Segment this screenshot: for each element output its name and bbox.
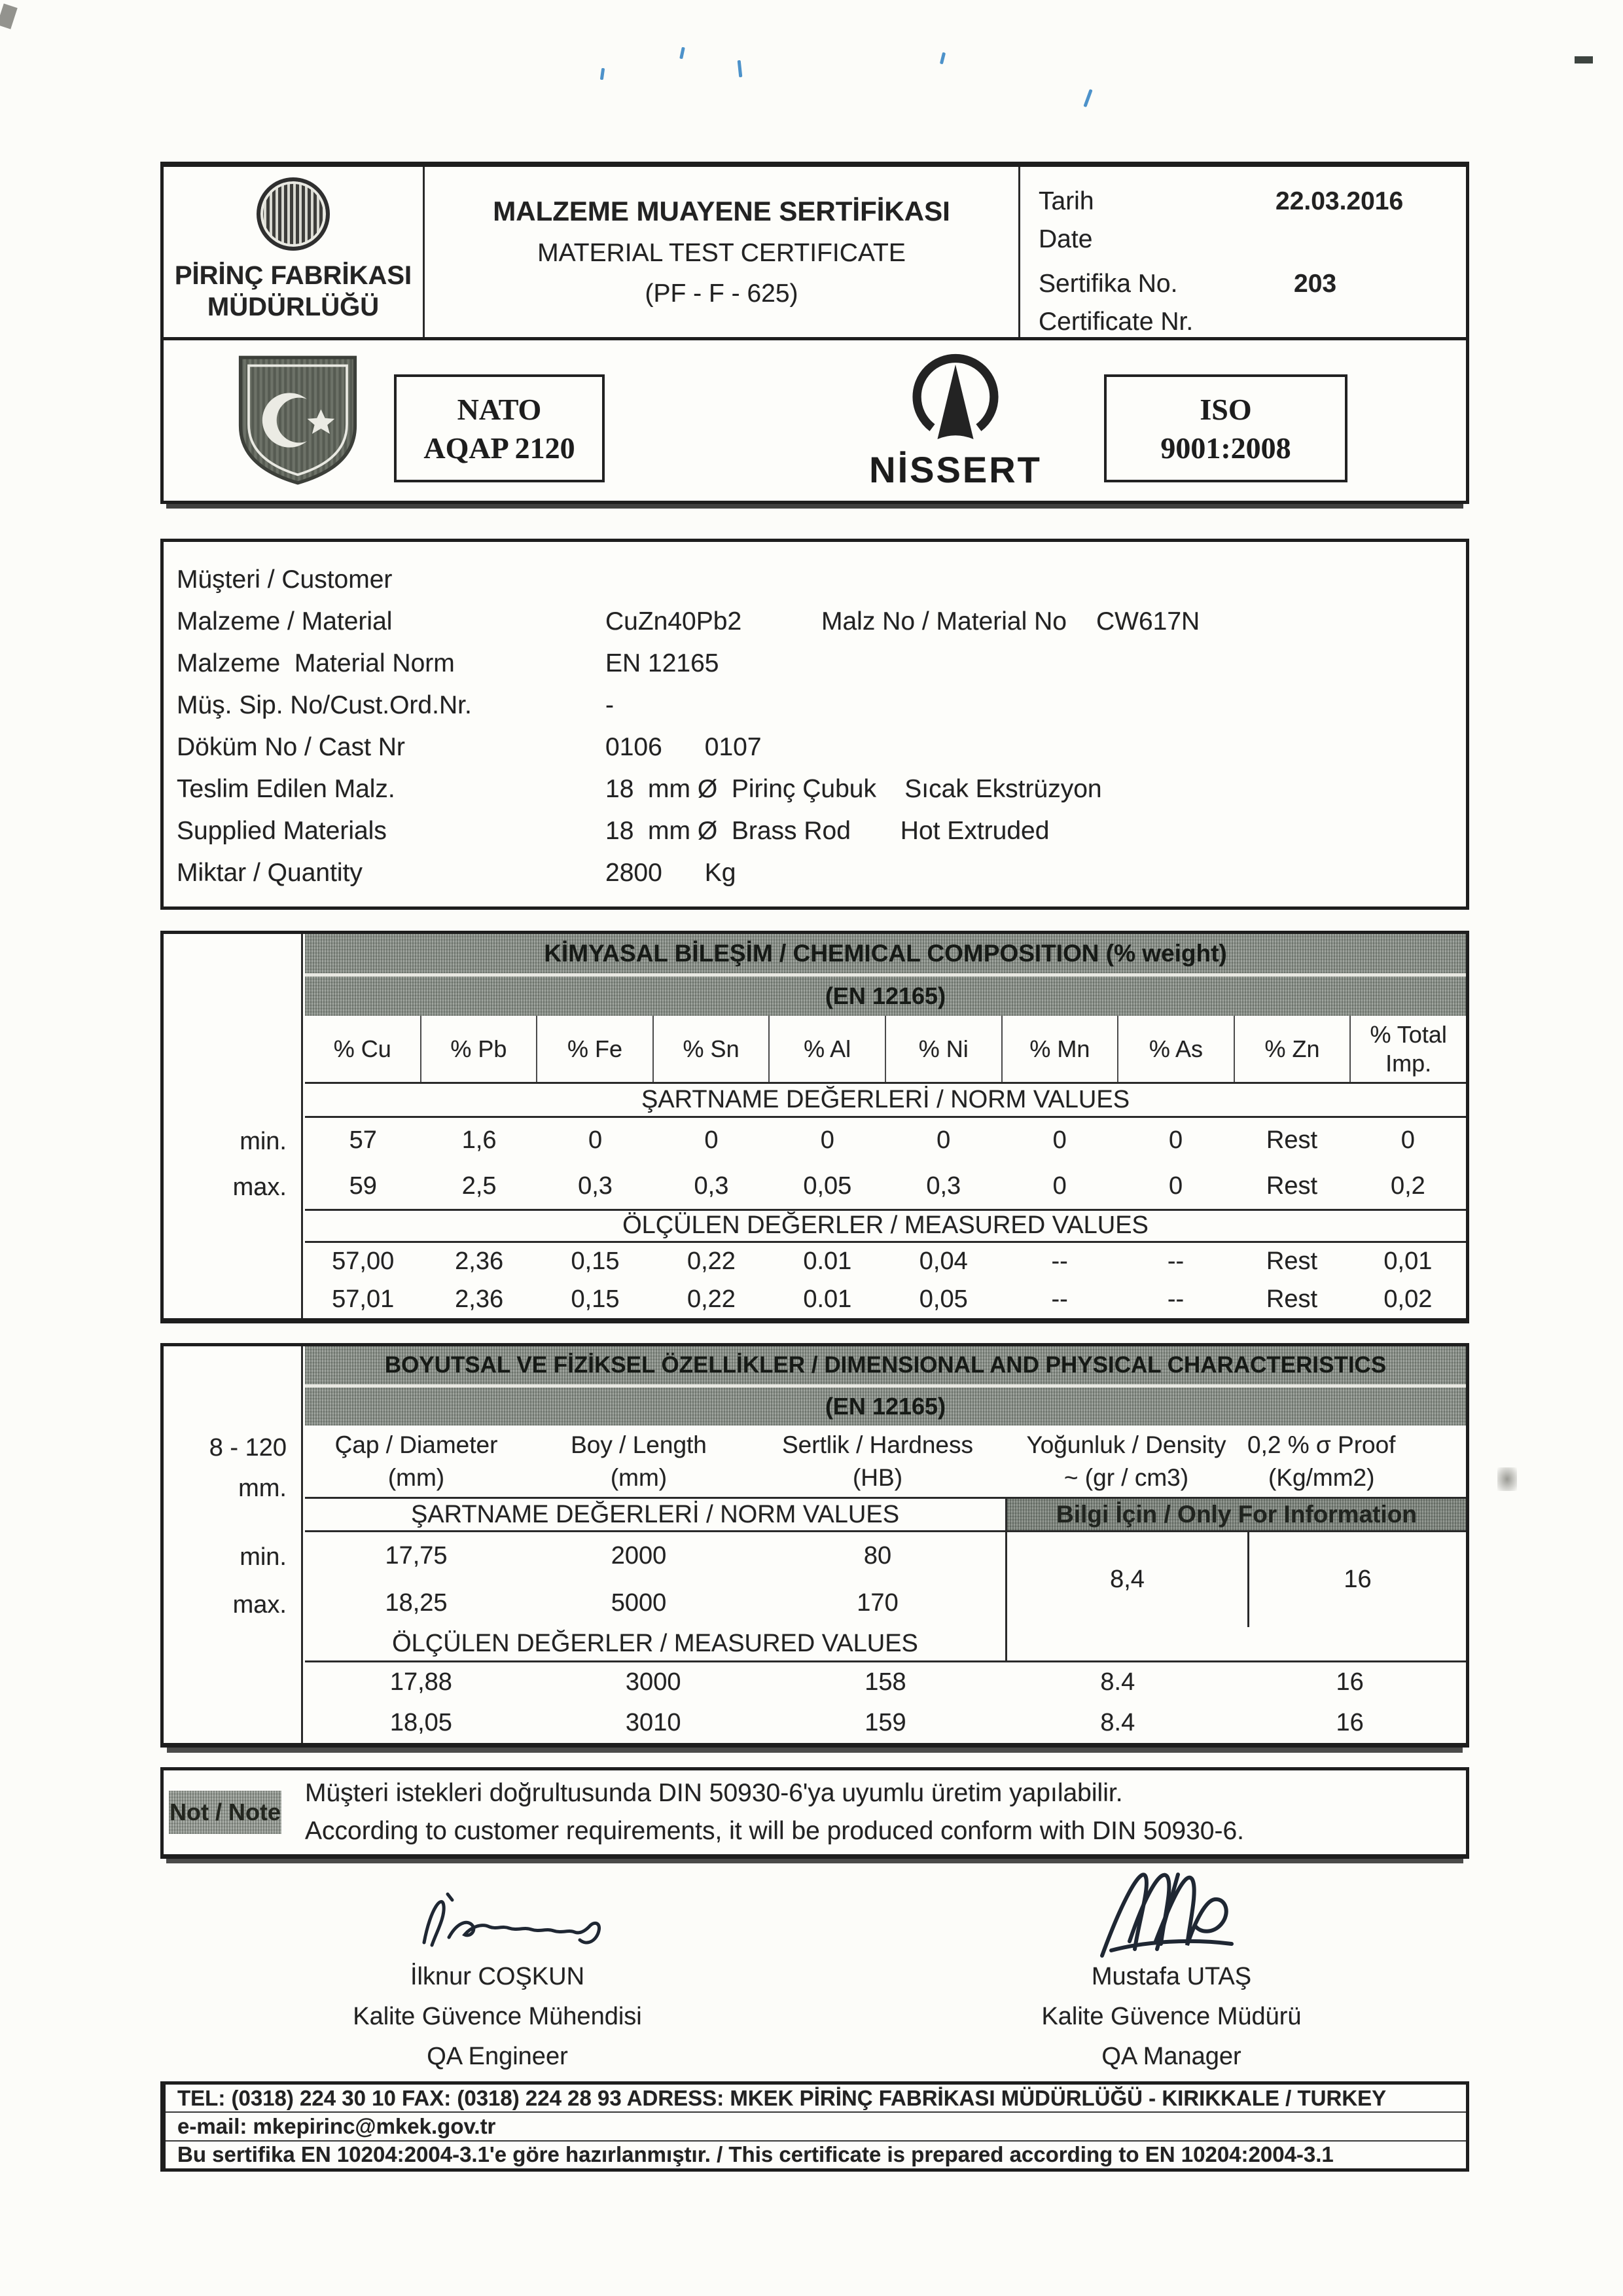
dimensional-table [160, 1343, 1469, 1748]
chem-measured-value: 0.01 [803, 1247, 852, 1275]
chem-col-header: % Mn [1001, 1016, 1118, 1081]
dim-norm-proof: 16 [1247, 1532, 1466, 1627]
chem-measured-value: 0,22 [687, 1247, 736, 1275]
dim-max-hardness: 170 [857, 1589, 899, 1617]
signer-name: Mustafa UTAŞ [1091, 1963, 1252, 1990]
chem-max-value: 0,3 [578, 1172, 613, 1200]
dim-measured-value: 8.4 [1100, 1668, 1135, 1696]
signer-name: İlknur COŞKUN [410, 1963, 585, 1990]
dim-col-name: Yoğunluk / Density [1026, 1431, 1226, 1458]
scan-artifact [738, 60, 743, 77]
header [160, 162, 1469, 340]
chem-max-row [305, 1163, 1466, 1209]
dim-col-unit: (HB) [852, 1463, 903, 1491]
chem-measured-value: -- [1167, 1247, 1185, 1275]
chem-max-value: 0,2 [1390, 1172, 1425, 1200]
dim-measured-row-2 [305, 1702, 1466, 1743]
chem-column-headers [305, 1016, 1466, 1083]
chem-max-value: 2,5 [461, 1172, 497, 1200]
order-row [164, 685, 1466, 726]
material-value: CuZn40Pb2 [605, 607, 742, 636]
signature-block-qa-engineer [294, 1885, 700, 2071]
dim-min-hardness: 80 [863, 1541, 892, 1570]
signature-ink-right [1080, 1859, 1302, 1964]
iso-badge [1104, 374, 1347, 482]
dim-measured-value: 159 [865, 1708, 906, 1736]
dim-hardness-norms [750, 1532, 1005, 1627]
dim-range-line1: 8 - 120 [209, 1434, 287, 1462]
dim-max-length: 5000 [611, 1589, 667, 1617]
chem-subtitle: (EN 12165) [825, 982, 946, 1010]
chem-col-header: % Sn [652, 1016, 769, 1081]
dim-col-unit: (mm) [610, 1463, 668, 1491]
chem-min-value: 0 [1400, 1126, 1415, 1154]
dim-measured-value: 3000 [625, 1668, 681, 1696]
signer-title-tr: Kalite Güvence Mühendisi [353, 2003, 642, 2030]
signer-title-en: QA Engineer [427, 2043, 568, 2070]
chem-measured-value: 0,05 [919, 1285, 968, 1313]
org-cell [164, 167, 425, 337]
chem-measured-value: 0,02 [1383, 1285, 1433, 1313]
material-no-label: Malz No / Material No [821, 607, 1067, 636]
document-title-en: MATERIAL TEST CERTIFICATE [537, 239, 906, 267]
chemical-composition-table [160, 931, 1469, 1323]
chem-max-value: 0,3 [694, 1172, 729, 1200]
order-value: - [605, 691, 614, 719]
footer [160, 2081, 1469, 2172]
chem-min-value: 0 [1052, 1126, 1067, 1154]
dim-range-line2: mm. [238, 1475, 287, 1502]
quantity-row [164, 852, 1466, 894]
footer-contact-line: TEL: (0318) 224 30 10 FAX: (0318) 224 28 93 ADRESS: MKEK PİRİNÇ FABRİKASI MÜDÜRLÜĞÜ - KIRIKKALE / TURKEY [177, 2085, 1387, 2110]
chem-min-value: 1,6 [461, 1126, 497, 1154]
date-row-en [1039, 221, 1466, 259]
supplied-value-en: 18 mm Ø Brass Rod Hot Extruded [605, 817, 1050, 845]
customer-row [164, 559, 1466, 601]
material-no-value: CW617N [1096, 607, 1200, 636]
chem-col-header: % As [1117, 1016, 1234, 1081]
dim-col-unit: (Kg/mm2) [1268, 1463, 1375, 1491]
dim-grid [305, 1346, 1466, 1743]
dim-norm-band [305, 1497, 1466, 1532]
norm-row [164, 643, 1466, 685]
chem-min-value: 0 [1168, 1126, 1183, 1154]
dim-measured-value: 16 [1336, 1708, 1364, 1736]
chem-norm-header: ŞARTNAME DEĞERLERİ / NORM VALUES [305, 1084, 1466, 1118]
supplied-row-tr [164, 768, 1466, 810]
meta-cell [1020, 167, 1466, 337]
chem-measured-value: -- [1051, 1247, 1068, 1275]
dim-col-header [1005, 1426, 1247, 1497]
dim-norm-header: ŞARTNAME DEĞERLERİ / NORM VALUES [410, 1500, 900, 1528]
chem-title-banner [305, 934, 1466, 1016]
note-line-tr: Müşteri istekleri doğrultusunda DIN 50930-6'ya uyumlu üretim yapılabilir. [305, 1779, 1123, 1807]
note-section [160, 1767, 1469, 1859]
crescent-star-crest-icon [229, 355, 366, 486]
dim-col-name: Boy / Length [571, 1431, 707, 1458]
scan-artifact [600, 68, 605, 81]
chem-max-value: Rest [1266, 1172, 1318, 1200]
chem-measured-row-2 [305, 1280, 1466, 1318]
dim-measured-value: 3010 [625, 1708, 681, 1736]
date-value: 22.03.2016 [1275, 187, 1404, 215]
chem-col-header: % Zn [1234, 1016, 1350, 1081]
dim-measured-header: ÖLÇÜLEN DEĞERLER / MEASURED VALUES [392, 1630, 918, 1657]
document-title-tr: MALZEME MUAYENE SERTİFİKASI [493, 196, 950, 226]
date-label-en: Date [1039, 225, 1093, 253]
dim-column-headers [305, 1426, 1466, 1497]
chem-max-value: 0,05 [803, 1172, 852, 1200]
title-cell [425, 167, 1020, 337]
dim-info-header: Bilgi İçin / Only For Information [1005, 1499, 1466, 1530]
quantity-value: 2800 Kg [605, 859, 736, 887]
dim-measured-band-empty [1005, 1627, 1466, 1660]
nato-line1: NATO [457, 392, 542, 426]
material-label: Malzeme / Material [177, 607, 393, 636]
norm-label: Malzeme Material Norm [177, 649, 455, 677]
chem-col-header: % Fe [536, 1016, 652, 1081]
chem-measured-value: Rest [1266, 1285, 1318, 1313]
dim-measured-value: 16 [1336, 1668, 1364, 1696]
chem-measured-value: Rest [1266, 1247, 1318, 1275]
chem-measured-value: 0.01 [803, 1285, 852, 1313]
chem-min-value: 0 [588, 1126, 603, 1154]
mke-logo-icon [257, 177, 330, 251]
dim-col-unit: (mm) [387, 1463, 445, 1491]
dim-col-header [750, 1426, 1005, 1497]
chem-measured-value: 57,00 [332, 1247, 395, 1275]
scan-artifact [0, 3, 18, 29]
certification-band [160, 340, 1469, 504]
cast-value: 0106 0107 [605, 733, 762, 761]
dim-measured-value: 8.4 [1100, 1708, 1135, 1736]
chem-min-row [305, 1118, 1466, 1164]
dim-measured-value: 17,88 [389, 1668, 452, 1696]
dim-norm-values [305, 1532, 1466, 1627]
chem-measured-value: -- [1051, 1285, 1068, 1313]
cast-label: Döküm No / Cast Nr [177, 733, 405, 761]
chem-min-value: 0 [704, 1126, 719, 1154]
signer-title-tr: Kalite Güvence Müdürü [1041, 2003, 1302, 2030]
signer-title-en: QA Manager [1101, 2043, 1241, 2070]
chem-measured-value: -- [1167, 1285, 1185, 1313]
chem-measured-value: 0,01 [1383, 1247, 1433, 1275]
chem-min-label: min. [240, 1128, 287, 1155]
chem-min-value: Rest [1266, 1126, 1318, 1154]
nissert-wordmark: NİSSERT [869, 449, 1042, 490]
chem-measured-value: 0,04 [919, 1247, 968, 1275]
chem-max-value: 0 [1168, 1172, 1183, 1200]
cert-no-row [1039, 265, 1466, 303]
chem-grid [305, 934, 1466, 1318]
norm-value: EN 12165 [605, 649, 719, 677]
chem-col-header: % Al [768, 1016, 885, 1081]
org-name-line2: MÜDÜRLÜĞÜ [207, 293, 380, 321]
cast-row [164, 726, 1466, 768]
chem-measured-value: 2,36 [455, 1285, 504, 1313]
order-label: Müş. Sip. No/Cust.Ord.Nr. [177, 691, 472, 719]
nissert-icon [893, 346, 1018, 458]
dim-max-diameter: 18,25 [385, 1589, 448, 1617]
quantity-label: Miktar / Quantity [177, 859, 363, 887]
dim-measured-row-1 [305, 1662, 1466, 1703]
dim-min-length: 2000 [611, 1541, 667, 1570]
note-text [305, 1774, 1244, 1850]
chem-max-value: 0,3 [926, 1172, 961, 1200]
dim-col-name: Çap / Diameter [334, 1431, 498, 1458]
chem-min-value: 57 [349, 1126, 377, 1154]
dim-col-header [527, 1426, 750, 1497]
dim-norm-density: 8,4 [1005, 1532, 1247, 1627]
supplied-label-en: Supplied Materials [177, 817, 387, 845]
chem-min-value: 0 [936, 1126, 951, 1154]
date-label-tr: Tarih [1039, 187, 1094, 215]
supplied-row-en [164, 810, 1466, 852]
signature-ink-left [406, 1885, 615, 1964]
scan-artifact [1497, 1467, 1517, 1491]
customer-info [160, 539, 1469, 910]
chem-col-header: % Pb [420, 1016, 537, 1081]
chem-measured-value: 2,36 [455, 1247, 504, 1275]
dim-min-label: min. [240, 1543, 287, 1571]
dim-col-name: 0,2 % σ Proof [1247, 1431, 1396, 1458]
dim-min-diameter: 17,75 [385, 1541, 448, 1570]
dim-title: BOYUTSAL VE FİZİKSEL ÖZELLİKLER / DIMENSIONAL AND PHYSICAL CHARACTERISTICS [384, 1352, 1387, 1378]
scan-artifact [679, 47, 685, 60]
chem-max-value: 59 [349, 1172, 377, 1200]
chem-title: KİMYASAL BİLEŞİM / CHEMICAL COMPOSITION (% weight) [544, 940, 1227, 967]
scan-artifact [940, 52, 946, 65]
signature-block-qa-manager [969, 1859, 1374, 2071]
note-line-en: According to customer requirements, it will be produced conform with DIN 50930-6. [305, 1817, 1244, 1845]
supplied-value-tr: 18 mm Ø Pirinç Çubuk Sıcak Ekstrüzyon [605, 775, 1102, 803]
cert-no-label-tr: Sertifika No. [1039, 270, 1178, 298]
cert-no-row-en [1039, 303, 1466, 341]
nato-aqap-badge [394, 374, 605, 482]
org-name-line1: PİRİNÇ FABRİKASI [174, 261, 412, 290]
chem-row-labels [164, 934, 303, 1318]
iso-line2: 9001:2008 [1160, 431, 1291, 465]
scan-artifact [1575, 56, 1593, 63]
material-row [164, 601, 1466, 643]
chem-max-value: 0 [1052, 1172, 1067, 1200]
dim-col-unit: ~ (gr / cm3) [1063, 1463, 1189, 1491]
chem-measured-header: ÖLÇÜLEN DEĞERLER / MEASURED VALUES [305, 1209, 1466, 1243]
cert-no-value: 203 [1294, 270, 1337, 298]
cert-no-label-en: Certificate Nr. [1039, 308, 1194, 336]
supplied-label-tr: Teslim Edilen Malz. [177, 775, 395, 803]
dim-diameter-norms [305, 1532, 527, 1627]
scan-artifact [1083, 89, 1092, 107]
chem-col-header: % Cu [333, 1035, 391, 1062]
chem-col-header: % Ni [885, 1016, 1001, 1081]
dim-measured-value: 18,05 [389, 1708, 452, 1736]
dim-title-banner [305, 1346, 1466, 1426]
dim-col-header [1247, 1426, 1395, 1497]
dim-col-header [305, 1426, 527, 1497]
chem-measured-value: 57,01 [332, 1285, 395, 1313]
chem-measured-value: 0,15 [571, 1285, 620, 1313]
dim-measured-band [305, 1627, 1466, 1662]
dim-col-name: Sertlik / Hardness [782, 1431, 973, 1458]
chem-min-value: 0 [820, 1126, 834, 1154]
dim-measured-value: 158 [865, 1668, 906, 1696]
chem-measured-value: 0,22 [687, 1285, 736, 1313]
footer-standard-line: Bu sertifika EN 10204:2004-3.1'e göre hazırlanmıştır. / This certificate is prepared according to EN 10204:2004-3.1 [166, 2140, 1466, 2168]
dim-row-labels [164, 1346, 303, 1743]
dim-subtitle: (EN 12165) [825, 1393, 946, 1420]
customer-label: Müşteri / Customer [177, 565, 393, 594]
footer-email-line: e-mail: mkepirinc@mkek.gov.tr [166, 2111, 1466, 2140]
iso-line1: ISO [1200, 392, 1252, 426]
note-label: Not / Note [169, 1791, 281, 1834]
chem-measured-row-1 [305, 1243, 1466, 1281]
nissert-logo [831, 346, 1080, 491]
date-row [1039, 183, 1466, 221]
chem-max-label: max. [232, 1174, 287, 1201]
chem-measured-value: 0,15 [571, 1247, 620, 1275]
document-code: (PF - F - 625) [645, 279, 798, 308]
chem-col-header: % Total Imp. [1349, 1016, 1466, 1081]
nato-line2: AQAP 2120 [423, 431, 575, 465]
dim-max-label: max. [232, 1591, 287, 1619]
dim-length-norms [527, 1532, 750, 1627]
